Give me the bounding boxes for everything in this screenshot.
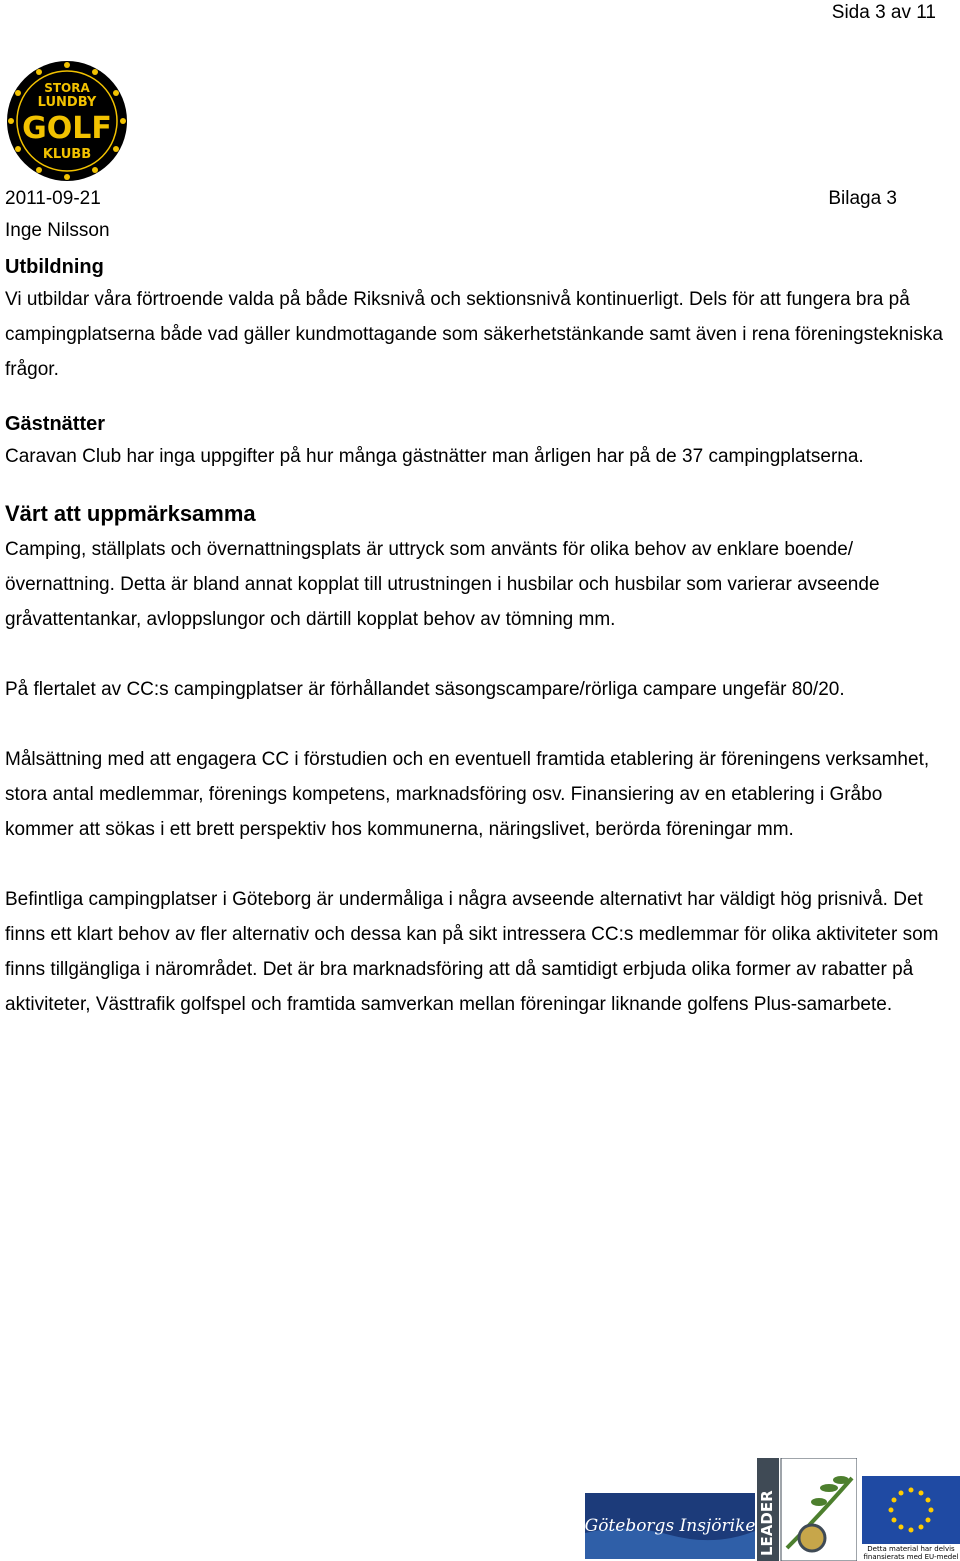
eu-caption-line1: Detta material har delvis xyxy=(867,1545,955,1553)
eu-flag-logo xyxy=(862,1476,960,1561)
paragraph-flertalet: På flertalet av CC:s campingplatser är förhållandet säsongscampare/rörliga campare ungefär 80/20. xyxy=(5,679,845,700)
footer-logos xyxy=(0,1440,960,1561)
paragraph-gastnatter: Caravan Club har inga uppgifter på hur många gästnätter man årligen har på de 37 campingplatserna. xyxy=(5,446,864,467)
logo-text-top: STORA xyxy=(44,81,90,95)
logo-text-mid: LUNDBY xyxy=(37,95,97,110)
document-author: Inge Nilsson xyxy=(5,220,110,241)
document-date: 2011-09-21 xyxy=(5,188,101,209)
paragraph-utbildning: Vi utbildar våra förtroende valda på både Riksnivå och sektionsnivå kontinuerligt. Dels för att fungera bra på campingplatserna både vad gäller kundmottagande som säkerhetstänkande samt även i rena föreningstekniska frågor. xyxy=(5,289,943,380)
section-heading-gastnatter: Gästnätter xyxy=(5,413,106,435)
document-body xyxy=(5,252,953,1022)
paragraph-malsattning: Målsättning med att engagera CC i förstudien och en eventuell framtida etablering är föreningens verksamhet, stora antal medlemmar, förenings kompetens, marknadsföring osv. Finansiering av en etablering i Gråbo kommer att sökas i ett brett perspektiv hos kommunerna, näringslivet, berörda föreningar mm. xyxy=(5,749,930,840)
paragraph-befintliga: Befintliga campingplatser i Göteborg är undermåliga i några avseende alternativt har väldigt hög prisnivå. Det finns ett klart behov av fler alternativ och dessa kan på sikt intressera CC:s medlemmar för olika aktiviteter som finns tillgängliga i närområdet. Det är bra marknadsföring att då samtidigt erbjuda olika former av rabatter på aktiviteter, Västtrafik golfspel och framtida samverkan mellan föreningar liknande golfens Plus-samarbete. xyxy=(5,889,939,1015)
leader-logo xyxy=(757,1458,857,1561)
logo-text-bottom: KLUBB xyxy=(42,147,92,162)
paragraph-camping: Camping, ställplats och övernattningsplats är uttryck som använts för olika behov av enklare boende/övernattning. Detta är bland annat kopplat till utrustningen i husbilar och husbilar som varierar avseende gråvattentankar, avloppslungor och därtill kopplat behov av tömning mm. xyxy=(5,539,880,630)
goteborgs-insjorike-text: Göteborgs Insjörike xyxy=(585,1516,755,1536)
leader-text: LEADER xyxy=(758,1490,776,1556)
page-number: Sida 3 av 11 xyxy=(831,2,936,23)
section-heading-utbildning: Utbildning xyxy=(5,256,104,278)
eu-caption-line2: finansierats med EU-medel xyxy=(863,1553,959,1561)
document-annex: Bilaga 3 xyxy=(828,188,897,209)
stora-lundby-golfklubb-logo xyxy=(6,60,128,182)
goteborgs-insjorike-logo xyxy=(585,1493,755,1559)
section-heading-vart-att-uppmarksamma: Värt att uppmärksamma xyxy=(5,501,256,526)
logo-text-main: GOLF xyxy=(22,111,112,146)
